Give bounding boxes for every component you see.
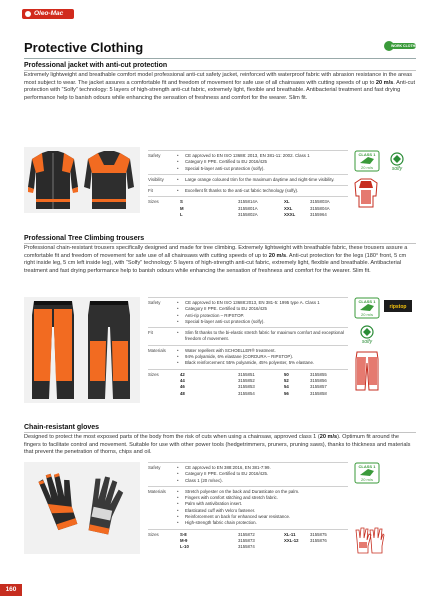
size-value: S <box>180 199 183 205</box>
size-value: XXL-12 <box>284 538 299 544</box>
article-code: 3155876 <box>310 538 327 544</box>
spec-bullet: • Anti-rip protection – RIPSTOP. <box>180 313 348 319</box>
speed-icon-text: 20 m/s <box>360 312 374 317</box>
article-code: 3155856 <box>310 378 327 384</box>
article-code: 3155857 <box>310 384 327 390</box>
article-code: 3155851 <box>238 371 255 377</box>
gloves-section-title: Chain-resistant gloves <box>24 424 100 431</box>
jacket-front-image <box>24 147 140 213</box>
article-code: 3155814A <box>238 199 258 205</box>
size-value: L-10 <box>180 544 189 550</box>
spec-bullet: • Slim fit thanks to the bi-elastic stretch fabric for maximum comfort and exceptional freedom of movement. <box>180 330 348 343</box>
spec-bullet: • Stretch polyester on the back and Durasticate on the palm. <box>180 489 348 495</box>
article-code: 3155855 <box>310 371 327 377</box>
spec-bullet: • Black reinforcement: 55% polyamide, 45% polyester, 5% elastane. <box>180 360 348 366</box>
article-code: 3155801A <box>238 205 258 211</box>
spec-bullet: • Palm with antivibration insert. <box>180 501 348 507</box>
class-icon-text: CLASS 1 <box>358 464 376 469</box>
gloves-spec-table <box>148 462 348 552</box>
section-divider <box>24 432 416 433</box>
article-code: 3155874 <box>238 544 255 550</box>
article-code: 3155803A <box>310 199 330 205</box>
size-value <box>284 544 310 549</box>
class-1-chainsaw-icon <box>354 150 380 172</box>
spec-bullet: • CE approved to EN 388:2016, EN 381-7:99. <box>180 465 348 471</box>
size-value: 46 <box>180 384 185 390</box>
class-icon-text: CLASS 1 <box>358 299 376 304</box>
description-emphasis: 20 m/s <box>319 434 338 440</box>
article-code: 3155852 <box>238 378 255 384</box>
spec-row-sizes <box>148 197 348 220</box>
spec-bullet: • High-strength fabric chain protection. <box>180 520 348 526</box>
spec-row-sizes <box>148 369 348 398</box>
spec-label: Fit <box>148 328 177 346</box>
jacket-diagram-icon <box>354 178 378 208</box>
article-code: 3155875 <box>310 531 327 537</box>
spec-label: Safety <box>148 151 177 175</box>
spec-values <box>177 345 348 369</box>
spec-row-visibility <box>148 174 348 185</box>
work-clothing-badge <box>384 40 422 52</box>
solfy-technology-icon <box>384 152 410 172</box>
speed-icon-text: 20 m/s <box>360 477 374 482</box>
jacket-section-title: Professional jacket with anti-cut protection <box>24 62 168 69</box>
size-value: 54 <box>284 384 289 390</box>
spec-row-safety <box>148 298 348 328</box>
badge-label: WORK CLOTHING <box>391 44 422 48</box>
trousers-diagram-icon <box>354 351 380 391</box>
description-text: Extremely lightweight and breathable comfort model professional anti-cut safety jacket, reinforced with waterproof fabric with abrasion resistance in the areas most subject to wear. The jacket assures a comfortable fit and freedom of movement for safe use of all chainsaws with cutting speeds of up to <box>24 72 413 86</box>
gloves-photos <box>24 462 140 554</box>
class-1-chainsaw-icon <box>354 297 380 319</box>
spec-values <box>177 298 348 328</box>
trousers-section-title: Professional Tree Climbing trousers <box>24 235 145 242</box>
spec-row-materials <box>148 345 348 369</box>
size-value: L <box>180 212 183 218</box>
trousers-spec-table <box>148 297 348 398</box>
gloves-certification-icons <box>354 462 418 562</box>
solfy-technology-icon <box>354 325 380 345</box>
spec-row-safety <box>148 151 348 175</box>
description-text: . Anti-cut protection with “Solfy” technology: 5 layers of high-strength anti-cut fabric, extremely light, flexible and breathable. Antibacterial treatment and fast drying performance help to banish odours while enhancing the sensation of freshness and comfort for the wearer. Slim fit. <box>24 79 416 101</box>
article-code: 3155873 <box>238 538 255 544</box>
spec-row-fit <box>148 328 348 346</box>
jacket-spec-table <box>148 150 348 220</box>
spec-values <box>177 486 348 529</box>
spec-row-materials <box>148 486 348 529</box>
size-value: 48 <box>180 390 185 396</box>
description-text: Professional chain-resistant trousers specifically designed and made for tree climbing. Extremely lightweight with breathable fabric, these trousers assure a comfortable fit and freedom of movement for safe use of all chainsaws with cutting speeds of up to <box>24 245 408 259</box>
spec-bullet: • CE approved to EN ISO 13688:2013, EN 381-5: 1995 type A. Class 1 <box>180 300 348 306</box>
size-value: 44 <box>180 378 185 384</box>
title-divider <box>24 58 416 59</box>
spec-values <box>177 463 348 487</box>
spec-bullet: • 94% polyamide, 6% elastane (CORDURA – RIPSTOP). <box>180 354 348 360</box>
article-code: 3155872 <box>238 531 255 537</box>
solfy-text: solfy <box>391 166 403 172</box>
gloves-description <box>24 434 416 457</box>
logo-emblem-icon <box>25 11 31 17</box>
description-emphasis: 20 m/s <box>375 79 394 86</box>
spec-bullet: • Reinforcement on back for enhanced wear resistance. <box>180 514 348 520</box>
trousers-image <box>24 297 140 403</box>
size-value: XXL <box>284 205 293 211</box>
ripstop-icon <box>384 300 412 312</box>
article-code: 3155804A <box>310 205 330 211</box>
size-grid <box>180 532 348 550</box>
jacket-description <box>24 72 416 102</box>
spec-bullet: • CE approved to EN ISO 13688: 2013, EN 381-11: 2002. Class 1 <box>180 153 348 159</box>
trousers-certification-icons <box>354 297 418 407</box>
spec-bullet: • Elasticated cuff with Velcro fastener. <box>180 508 348 514</box>
brand-logo <box>22 9 74 19</box>
page-title: Protective Clothing <box>24 40 144 55</box>
size-value: 50 <box>284 371 289 377</box>
spec-values <box>177 328 348 346</box>
description-text: . Anti-cut protection for the legs (180° front, 5 cm right inside leg, 5 cm left inside leg), with “Solfy” technology: 5 layers of high-strength anti-cut fabric, extremely light, flexible and breathable. Antibacterial treatment and fast drying performance help to banish odours while enhancing the sensation of freshness and comfort for the wearer. Slim fit. <box>24 252 407 274</box>
page-number: 160 <box>0 584 22 596</box>
description-emphasis: 20 m/s <box>268 252 287 259</box>
size-grid <box>180 372 348 397</box>
spec-bullet: • Excellent fit thanks to the anti-cut fabric technology (solfy). <box>180 188 348 194</box>
spec-bullet: • Water repellent with SCHOELLER® treatment. <box>180 348 348 354</box>
size-value: XL <box>284 199 290 205</box>
spec-bullet: • Category II PPE. Certified to EU 2016/425 <box>180 159 348 165</box>
description-text: Designed to protect the most exposed parts of the body from the risk of cuts when using a chainsaw, approved class 1 ( <box>24 434 320 440</box>
spec-bullet: • Class 1 (20 m/sec). <box>180 478 348 484</box>
spec-values <box>177 151 348 175</box>
article-code: 3155858 <box>310 390 327 396</box>
size-value: M-9 <box>180 538 188 544</box>
article-code: 3155964 <box>310 212 327 218</box>
trousers-description <box>24 245 416 275</box>
size-value: XL-11 <box>284 531 296 537</box>
gloves-image <box>24 462 140 554</box>
spec-bullet: • Category II PPE. Certified to EU 2016/425 <box>180 306 348 312</box>
class-icon-text: CLASS 1 <box>358 152 376 157</box>
spec-label: Sizes <box>148 197 177 220</box>
size-value: 42 <box>180 371 185 377</box>
spec-label: Visibility <box>148 174 177 185</box>
spec-row-sizes <box>148 529 348 552</box>
size-value: M <box>180 205 184 211</box>
spec-values <box>177 186 348 197</box>
speed-icon-text: 20 m/s <box>360 165 374 170</box>
spec-bullet: • Category II PPE. Certified to EU 2016/425. <box>180 471 348 477</box>
solfy-text: solfy <box>361 339 373 345</box>
spec-bullet: • Large orange coloured trim for the maximum daytime and night-time visibility. <box>180 177 348 183</box>
spec-row-fit <box>148 186 348 197</box>
size-value: 52 <box>284 378 289 384</box>
glove-diagram-icon <box>354 526 384 554</box>
spec-bullet: • Fingers with comfort stitching and stretch fabric. <box>180 495 348 501</box>
spec-bullet: • Special 5-layer anti-cut protection (solfy). <box>180 319 348 325</box>
spec-bullet: • Special 5-layer anti-cut protection (solfy). <box>180 166 348 172</box>
spec-label: Sizes <box>148 369 177 398</box>
spec-label: Fit <box>148 186 177 197</box>
spec-label: Sizes <box>148 529 177 552</box>
section-divider <box>24 243 416 244</box>
spec-label: Materials <box>148 345 177 369</box>
trousers-photos <box>24 297 140 403</box>
jacket-certification-icons <box>354 150 418 214</box>
article-code: 3155854 <box>238 390 255 396</box>
spec-label: Safety <box>148 463 177 487</box>
size-grid <box>180 199 348 217</box>
size-value: 56 <box>284 390 289 396</box>
spec-label: Safety <box>148 298 177 328</box>
ripstop-text: ripstop <box>389 304 407 310</box>
description-text: ). Optimum fit around the fingers to facilitate control and movement. Suitable for use with other power tools (hedgetrimmers, pruners, pruning saws), thanks to thickness and materials that prevent the penetration of thorns, chips and oil. <box>24 434 411 456</box>
section-divider <box>24 70 416 71</box>
spec-row-safety <box>148 463 348 487</box>
size-value: S-8 <box>180 531 187 537</box>
class-1-chainsaw-icon <box>354 462 380 484</box>
spec-label: Materials <box>148 486 177 529</box>
logo-text: Oleo-Mac <box>34 10 64 17</box>
article-code: 3155802A <box>238 212 258 218</box>
article-code <box>310 544 340 549</box>
jacket-photos <box>24 147 140 213</box>
size-value: XXXL <box>284 212 296 218</box>
spec-values <box>177 174 348 185</box>
article-code: 3155853 <box>238 384 255 390</box>
